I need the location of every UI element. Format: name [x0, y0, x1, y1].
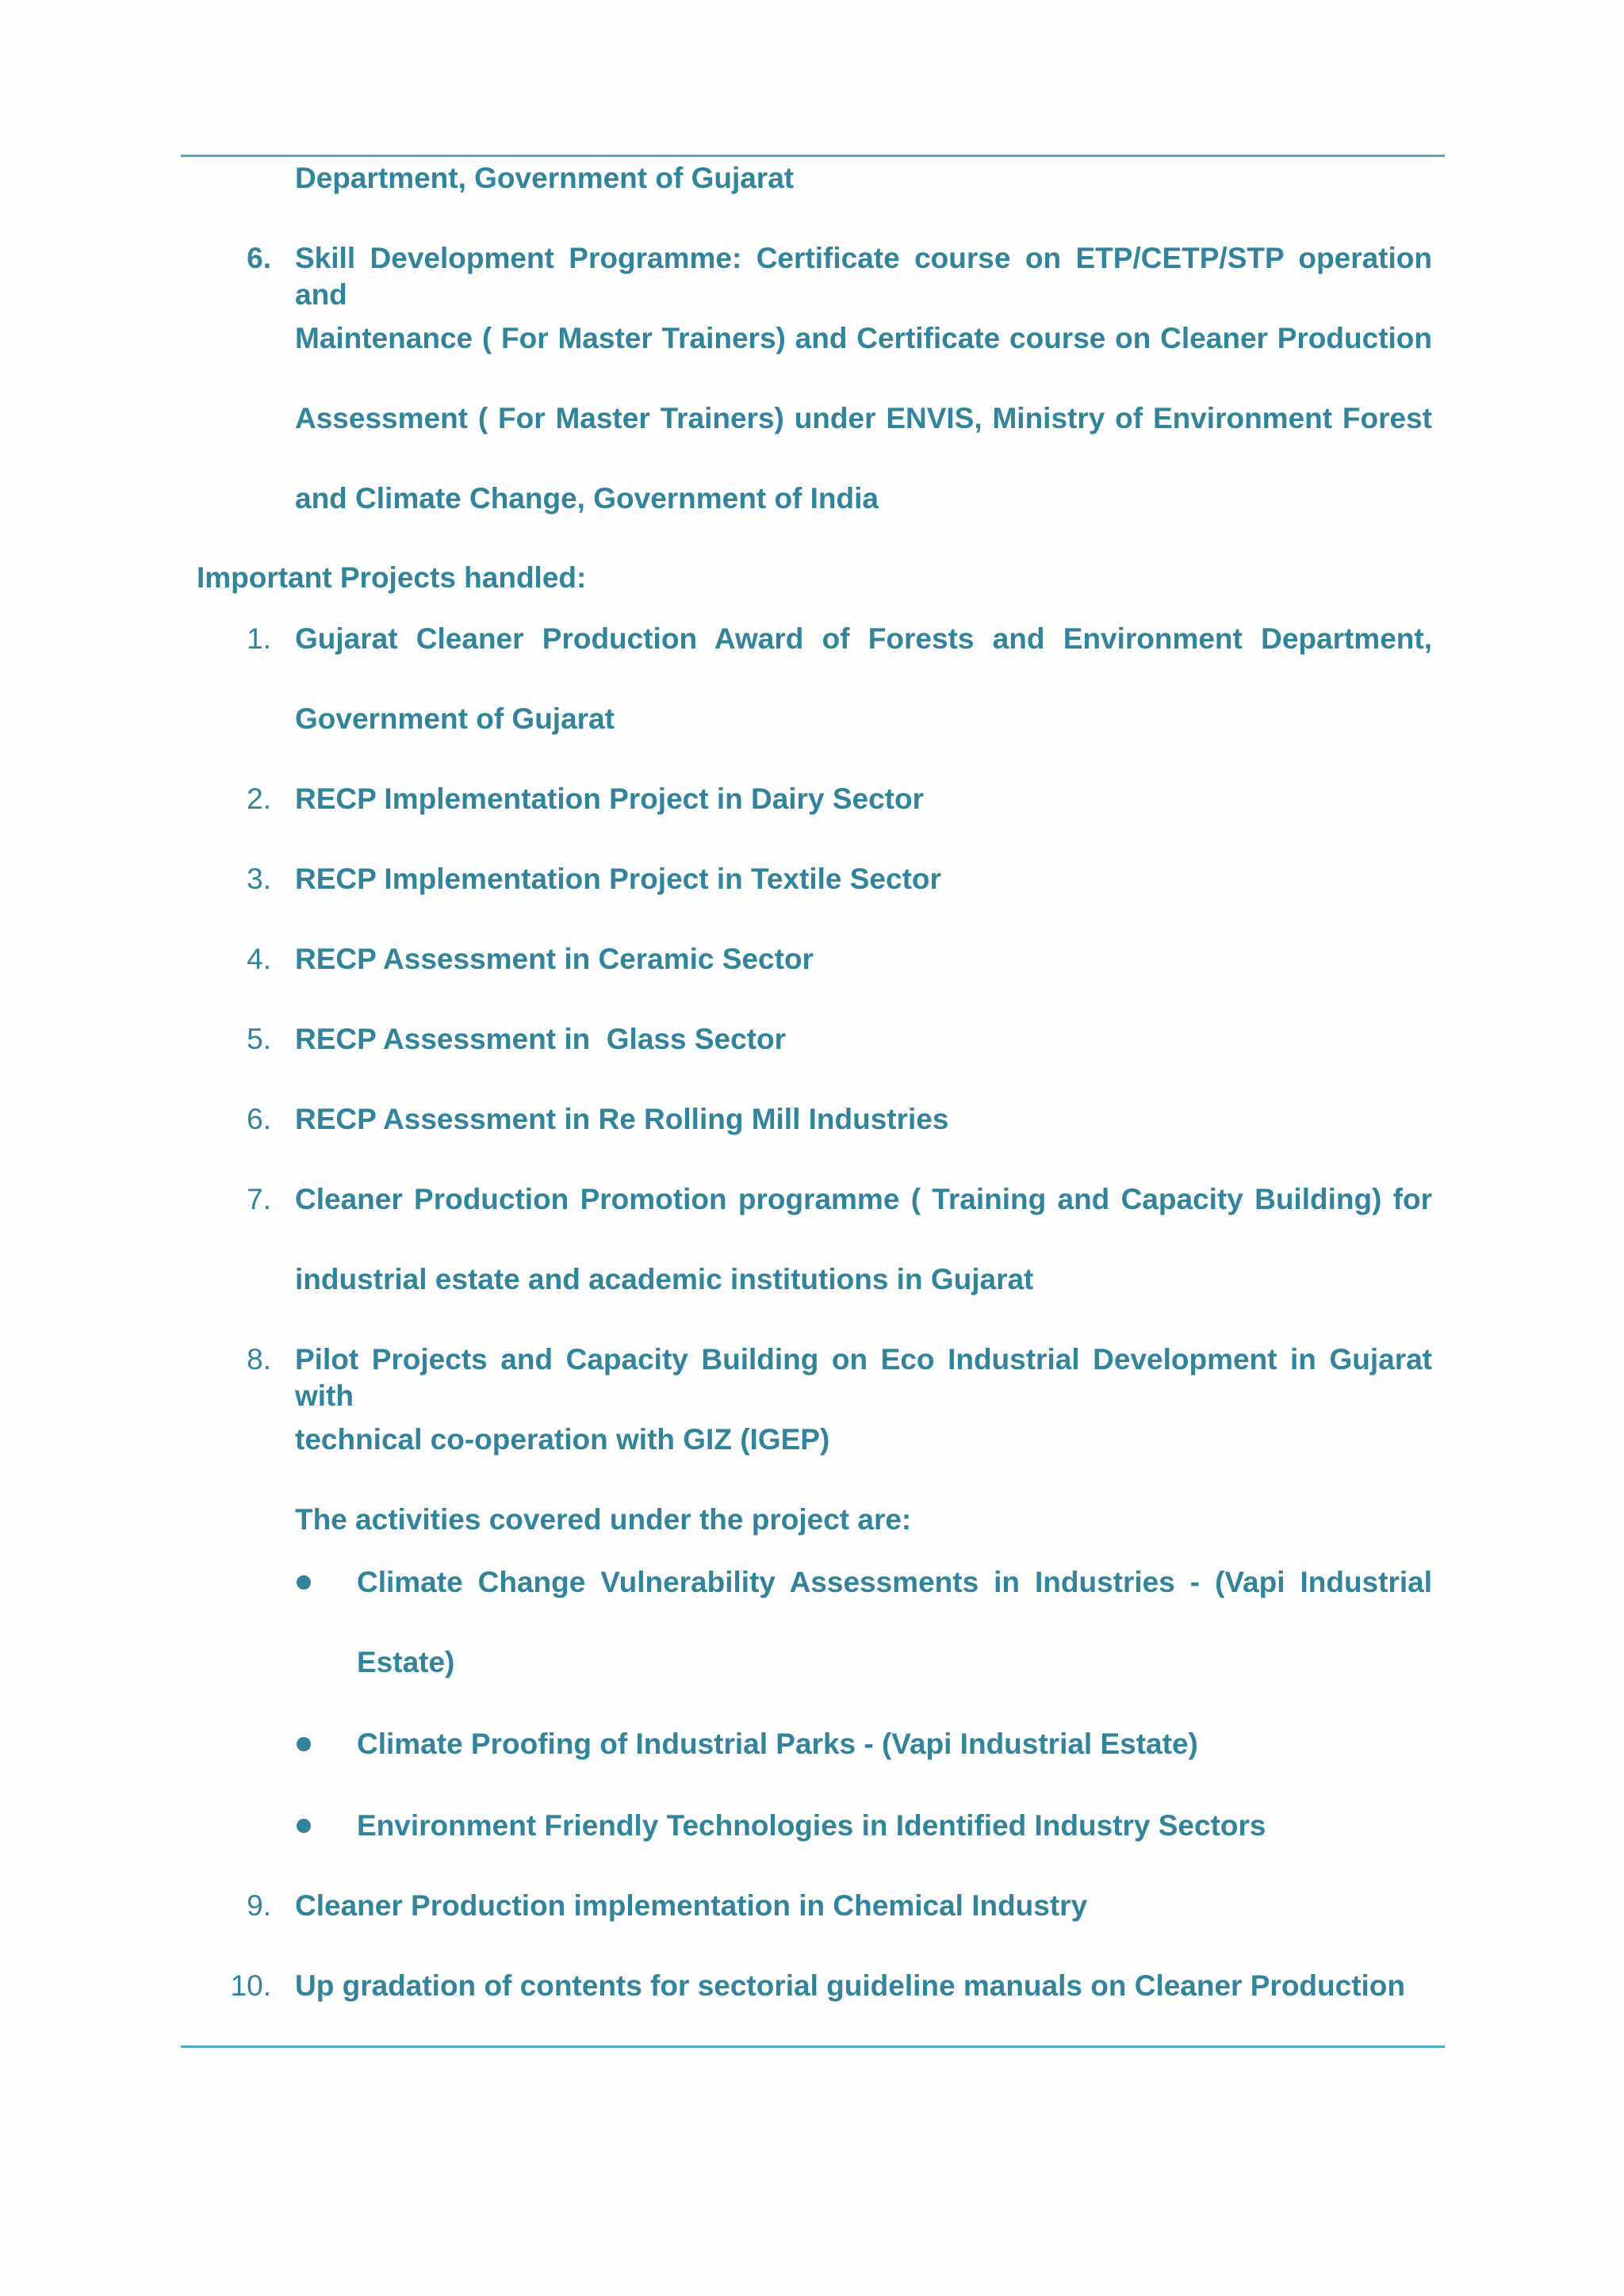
list-number: 1.: [247, 622, 271, 655]
list-item-text: RECP Assessment in Re Rolling Mill Industries: [295, 1103, 949, 1135]
bullet-icon: [297, 1819, 311, 1833]
list-number: 4.: [247, 943, 271, 975]
list-number: 5.: [247, 1023, 271, 1055]
list-item-text: Cleaner Production Promotion programme ( Training and Capacity Building) for: [295, 1183, 1432, 1215]
list-item-text: RECP Implementation Project in Textile Sector: [295, 863, 941, 895]
list-number: 9.: [247, 1889, 271, 1922]
list-item-text: Up gradation of contents for sectorial guideline manuals on Cleaner Production: [295, 1969, 1406, 2002]
list-item-text: Government of Gujarat: [295, 702, 615, 735]
list-number: 3.: [247, 863, 271, 895]
list-item-text: RECP Assessment in Glass Sector: [295, 1023, 786, 1055]
list-item-text: Cleaner Production implementation in Chemical Industry: [295, 1889, 1088, 1922]
list-item-text: and Climate Change, Government of India: [295, 482, 879, 515]
bullet-icon: [297, 1575, 311, 1590]
bullet-item-text: Estate): [357, 1646, 455, 1678]
list-item-text: Gujarat Cleaner Production Award of Forests and Environment Department,: [295, 622, 1432, 655]
list-number: 10.: [230, 1969, 271, 2002]
list-item-text: Skill Development Programme: Certificate course on ETP/CETP/STP operation and: [295, 242, 1432, 311]
list-item-text: Assessment ( For Master Trainers) under ENVIS, Ministry of Environment Forest: [295, 402, 1432, 434]
bullet-item-text: Climate Change Vulnerability Assessments in Industries - (Vapi Industrial: [357, 1566, 1432, 1598]
section-heading: Important Projects handled:: [197, 561, 587, 594]
list-item-text: Pilot Projects and Capacity Building on Eco Industrial Development in Gujarat with: [295, 1343, 1432, 1412]
list-item-text: RECP Assessment in Ceramic Sector: [295, 943, 814, 975]
list-item-text: Maintenance ( For Master Trainers) and Certificate course on Cleaner Production: [295, 322, 1432, 354]
bullet-icon: [297, 1737, 311, 1751]
footer-rule: [181, 2045, 1445, 2048]
list-item-text: industrial estate and academic institutions in Gujarat: [295, 1263, 1034, 1295]
list-number: 8.: [247, 1343, 271, 1376]
activities-intro: The activities covered under the project are:: [295, 1503, 912, 1536]
list-item-text: RECP Implementation Project in Dairy Sector: [295, 783, 924, 815]
bullet-item-text: Environment Friendly Technologies in Identified Industry Sectors: [357, 1809, 1266, 1842]
list-number: 6.: [247, 242, 271, 274]
bullet-item-text: Climate Proofing of Industrial Parks - (Vapi Industrial Estate): [357, 1728, 1198, 1760]
continued-text: Department, Government of Gujarat: [295, 162, 795, 194]
list-number: 2.: [247, 783, 271, 815]
list-item-text: technical co-operation with GIZ (IGEP): [295, 1423, 830, 1456]
list-number: 6.: [247, 1103, 271, 1135]
header-rule: [181, 155, 1445, 157]
list-number: 7.: [247, 1183, 271, 1215]
